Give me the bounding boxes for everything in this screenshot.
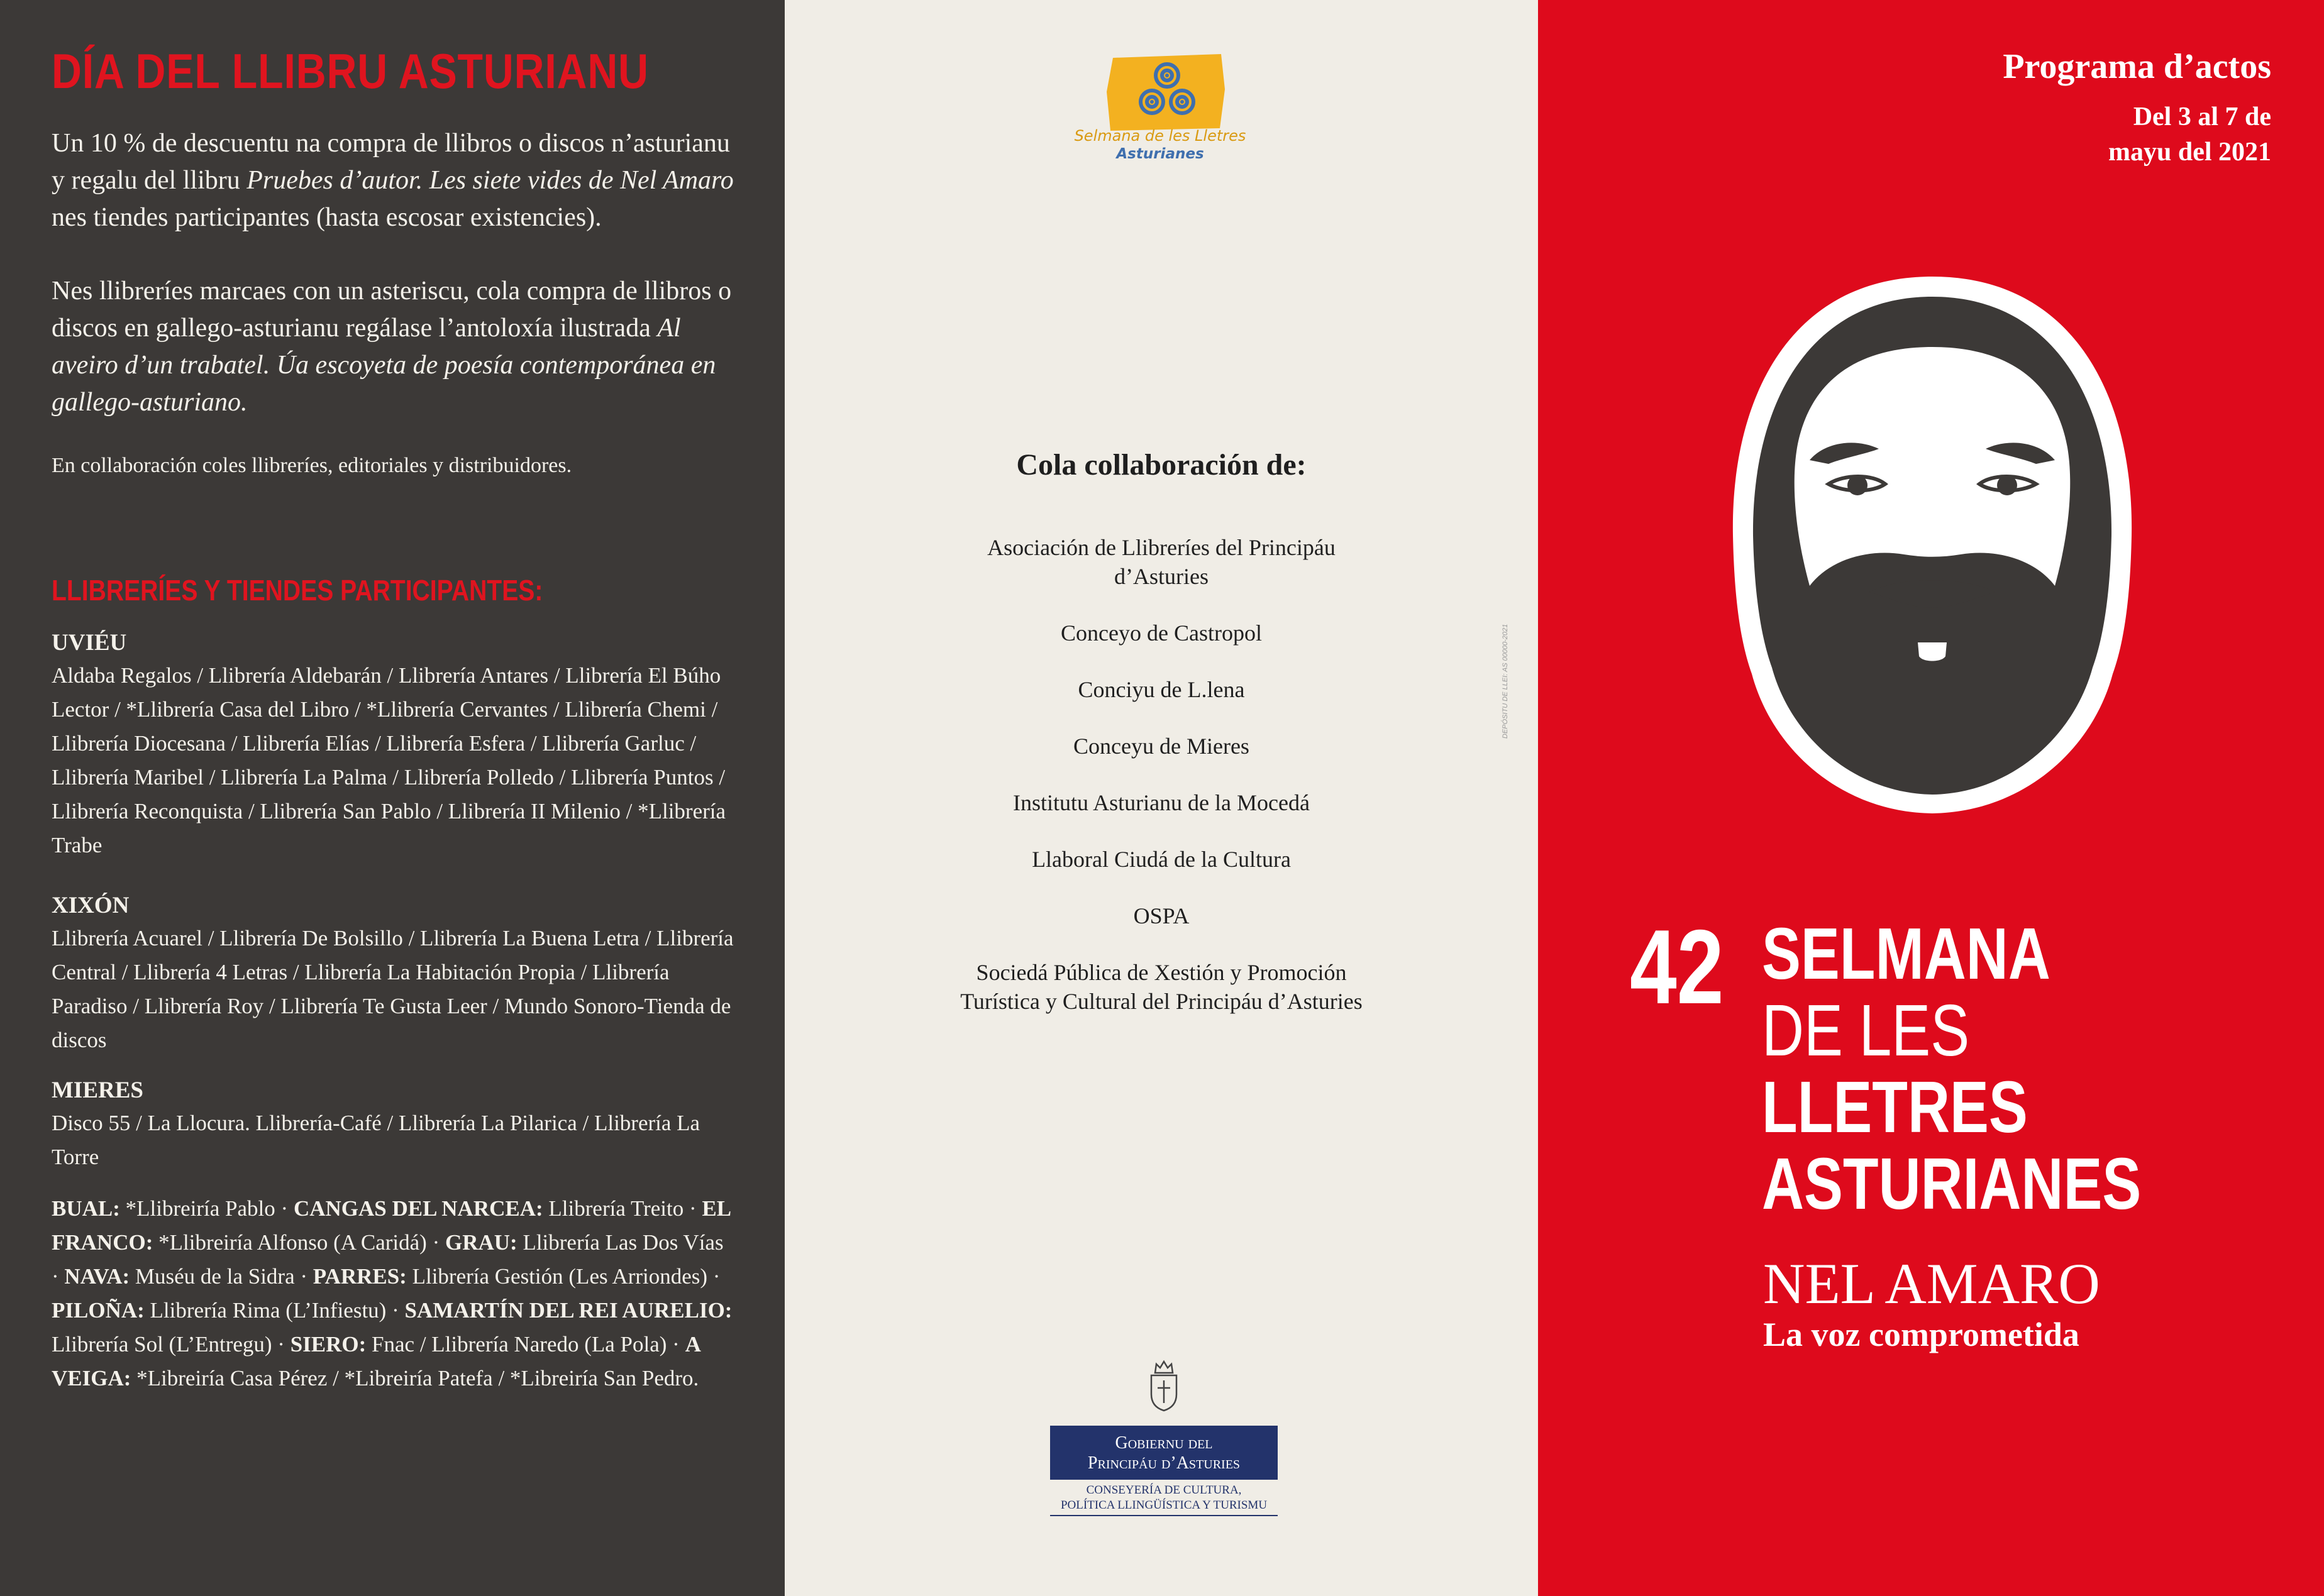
discount-text: Un 10 % de descuentu na compra de llibros o discos n’asturianu y regalu del llibru	[52, 129, 730, 195]
collaborator-line: Turística y Cultural del Principáu d’Asturies	[960, 989, 1363, 1014]
collaborator-line: Conciyu de L.lena	[1078, 677, 1245, 702]
edition-number: 42	[1630, 908, 1724, 1026]
place-name: SIERO:	[290, 1332, 367, 1357]
city-shops: Llibrería Acuarel / Llibrería De Bolsillo / Llibrería La Buena Letra / Llibrería Central / Llibrería 4 Letras / Llibrería La Habitación Propia / Llibrería Paradiso / Llibrería Roy / Llibrería Te Gusta Leer / Mundo Sonoro-Tienda de discos	[52, 926, 734, 1052]
gov-name-box	[1050, 1426, 1278, 1480]
place-shops: *Llibreiría Alfonso (A Caridá) ·	[153, 1230, 445, 1255]
collaborator-line: d’Asturies	[1114, 564, 1209, 589]
date-line-1: Del 3 al 7 de	[2133, 102, 2271, 131]
middle-panel	[785, 0, 1538, 1596]
place-shops: Llibrería Las Dos Vías ·	[52, 1230, 724, 1289]
place-shops: Fnac / Llibrería Naredo (La Pola) ·	[366, 1332, 685, 1357]
dept-line-1: CONSEYERÍA DE CULTURA,	[1086, 1483, 1242, 1497]
collaborator-item	[785, 845, 1538, 874]
title-line-2: DE LES	[1762, 989, 1970, 1071]
collaborator-item	[785, 788, 1538, 817]
program-title: Programa d’actos	[2003, 47, 2271, 86]
place-shops: Muséu de la Sidra ·	[130, 1264, 313, 1289]
collaborator-line: Institutu Asturianu de la Mocedá	[1013, 790, 1310, 815]
event-title	[1762, 913, 2142, 1225]
asterisk-text: Nes llibreríes marcaes con un asteriscu, cola compra de llibros o discos en gallego-asturianu regálase l’antoloxía ilustrada	[52, 277, 732, 343]
city-mieres	[52, 1075, 734, 1174]
city-shops: Aldaba Regalos / Llibrería Aldebarán / Llibrería Antares / Llibrería El Búho Lector / *Llibrería Casa del Libro / *Llibrería Cervantes / Llibrería Chemi / Llibrería Diocesana / Llibrería Elías / Llibrería Esfera / Llibrería Garluc / Llibrería Maribel / Llibrería La Palma / Llibrería Polledo / Llibrería Puntos / Llibrería Reconquista / Llibrería San Pablo / Llibrería II Milenio / *Llibrería Trabe	[52, 663, 726, 857]
collaborator-item	[785, 619, 1538, 647]
logo-text-2: Asturianes	[1116, 146, 1204, 162]
triskel-logo-icon	[1104, 52, 1230, 133]
city-name: XIXÓN	[52, 893, 130, 918]
discount-paragraph	[52, 125, 734, 236]
gov-line-2: Principáu d’Asturies	[1087, 1453, 1241, 1473]
collaborators-list	[785, 533, 1538, 1016]
nel-amaro-portrait-icon	[1715, 272, 2149, 818]
anthology-title: Al aveiro d’un trabatel. Úa escoyeta de poesía contemporánea en gallego-asturiano.	[52, 314, 716, 417]
place-shops: Llibrería Sol (L’Entregu) ·	[52, 1332, 290, 1357]
city-xixon	[52, 890, 734, 1057]
place-name: SAMARTÍN DEL REI AURELIO:	[404, 1298, 733, 1323]
place-name: GRAU:	[445, 1230, 517, 1255]
place-name: A VEIGA:	[52, 1332, 700, 1390]
date-line-2: mayu del 2021	[2108, 138, 2271, 167]
gov-line-1: Gobiernu del	[1115, 1433, 1213, 1453]
author-subtitle: La voz comprometida	[1763, 1316, 2079, 1353]
collaborator-line: Llaboral Ciudá de la Cultura	[1032, 847, 1291, 872]
city-uvieu	[52, 627, 734, 862]
place-name: NAVA:	[64, 1264, 130, 1289]
place-shops: *Llibreiría Pablo ·	[119, 1196, 294, 1221]
collaborator-item	[785, 533, 1538, 591]
collaborator-line: Asociación de Llibreríes del Principáu	[987, 535, 1336, 560]
asterisk-paragraph	[52, 273, 734, 421]
author-name: NEL AMARO	[1763, 1252, 2100, 1316]
place-shops: *Libreiría Casa Pérez / *Libreiría Patefa / *Libreiría San Pedro.	[131, 1366, 699, 1390]
place-name: CANGAS DEL NARCEA:	[293, 1196, 543, 1221]
place-name: BUAL:	[52, 1196, 120, 1221]
left-panel	[0, 0, 785, 1596]
city-name: MIERES	[52, 1077, 143, 1103]
collaborator-line: Conceyu de Mieres	[1073, 734, 1249, 759]
legal-deposit: DEPÓSITU DE LLEI: AS 00000-2021	[1502, 624, 1509, 739]
dept-line-2: POLÍTICA LLINGÜÍSTICA Y TURISMU	[1050, 1499, 1278, 1516]
day-title: DÍA DEL LLIBRU ASTURIANU	[52, 43, 649, 99]
place-shops: Llibrería Treito ·	[543, 1196, 702, 1221]
place-shops: Llibrería Rima (L’Infiestu) ·	[144, 1298, 405, 1323]
collaborator-item	[785, 958, 1538, 1016]
city-name: UVIÉU	[52, 630, 127, 656]
collaborator-line: Conceyo de Castropol	[1061, 620, 1262, 646]
collab-title: Cola collaboración de:	[1016, 448, 1307, 482]
book-title: Pruebes d’autor. Les siete vides de Nel Amaro	[246, 166, 734, 195]
collaborator-item	[785, 901, 1538, 930]
collaborator-line: OSPA	[1133, 903, 1190, 928]
right-panel	[1538, 0, 2324, 1596]
place-name: PARRES:	[313, 1264, 407, 1289]
logo-text-1: Selmana de les Lletres	[1074, 127, 1246, 145]
title-line-4: ASTURIANES	[1762, 1143, 2142, 1225]
title-line-1: SELMANA	[1762, 913, 2050, 994]
title-line-3: LLETRES	[1762, 1066, 2028, 1148]
place-name: PILOÑA:	[52, 1298, 145, 1323]
coat-of-arms-icon	[1146, 1359, 1181, 1412]
city-shops: Disco 55 / La Llocura. Llibrería-Café / Llibrería La Pilarica / Llibrería La Torre	[52, 1111, 700, 1169]
place-shops: Llibrería Gestión (Les Arriondes) ·	[406, 1264, 721, 1289]
discount-text-end: nes tiendes participantes (hasta escosar existencies).	[52, 203, 602, 232]
shops-title: LLIBRERÍES Y TIENDES PARTICIPANTES:	[52, 574, 543, 607]
collaborator-item	[785, 732, 1538, 761]
place-name: EL FRANCO:	[52, 1196, 731, 1255]
collaborator-item	[785, 675, 1538, 704]
other-shops	[52, 1192, 734, 1395]
collab-note: En collaboración coles llibreríes, editoriales y distribuidores.	[52, 454, 572, 477]
collaborator-line: Sociedá Pública de Xestión y Promoción	[976, 960, 1347, 985]
